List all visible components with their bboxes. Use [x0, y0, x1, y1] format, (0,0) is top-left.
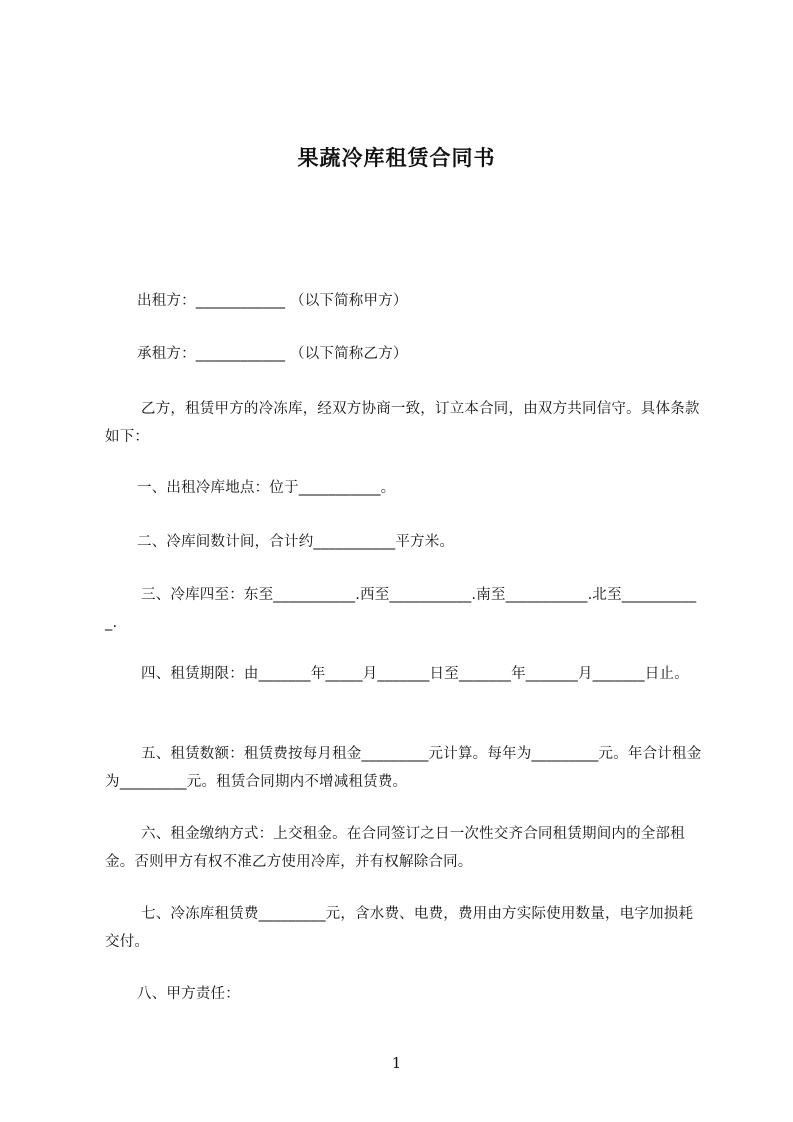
lessor-line: 出租方：____________ （以下简称甲方）: [137, 293, 408, 309]
clause-4-term: 四、租赁期限：由_______年_____月_______日至_______年_______月_______日止。: [141, 666, 689, 682]
clause-8-lessor-duties: 八、甲方责任：: [137, 986, 240, 1002]
clause-7-fees: 七、冷冻库租赁费_________元，含水费、电费，费用由方实际使用数量，电字加损耗交付。: [105, 906, 694, 950]
clause-6-payment: 六、租金缴纳方式：上交租金。在合同签订之日一次性交齐合同租赁期间内的全部租金。否则甲方有权不准乙方使用冷库，并有权解除合同。: [105, 826, 685, 870]
clause-2-area: 二、冷库间数计间，合计约___________平方米。: [137, 534, 455, 550]
clause-5-rent-amount: 五、租赁数额：租赁费按每月租金_________元计算。每年为_________元。年合计租金为_________元。租赁合同期内不增减租赁费。: [105, 746, 702, 790]
document-title: 果蔬冷库租赁合同书: [297, 146, 496, 170]
lessee-line: 承租方：____________ （以下简称乙方）: [137, 346, 408, 362]
page-number: 1: [391, 1054, 402, 1072]
clause-1-location: 一、出租冷库地点：位于___________。: [137, 480, 396, 496]
intro-paragraph: 乙方，租赁甲方的冷冻库，经双方协商一致，订立本合同，由双方共同信守。具体条款如下：: [105, 401, 700, 445]
clause-3-boundaries: 三、冷库四至：东至___________.西至___________.南至___________.北至___________.: [105, 587, 697, 631]
